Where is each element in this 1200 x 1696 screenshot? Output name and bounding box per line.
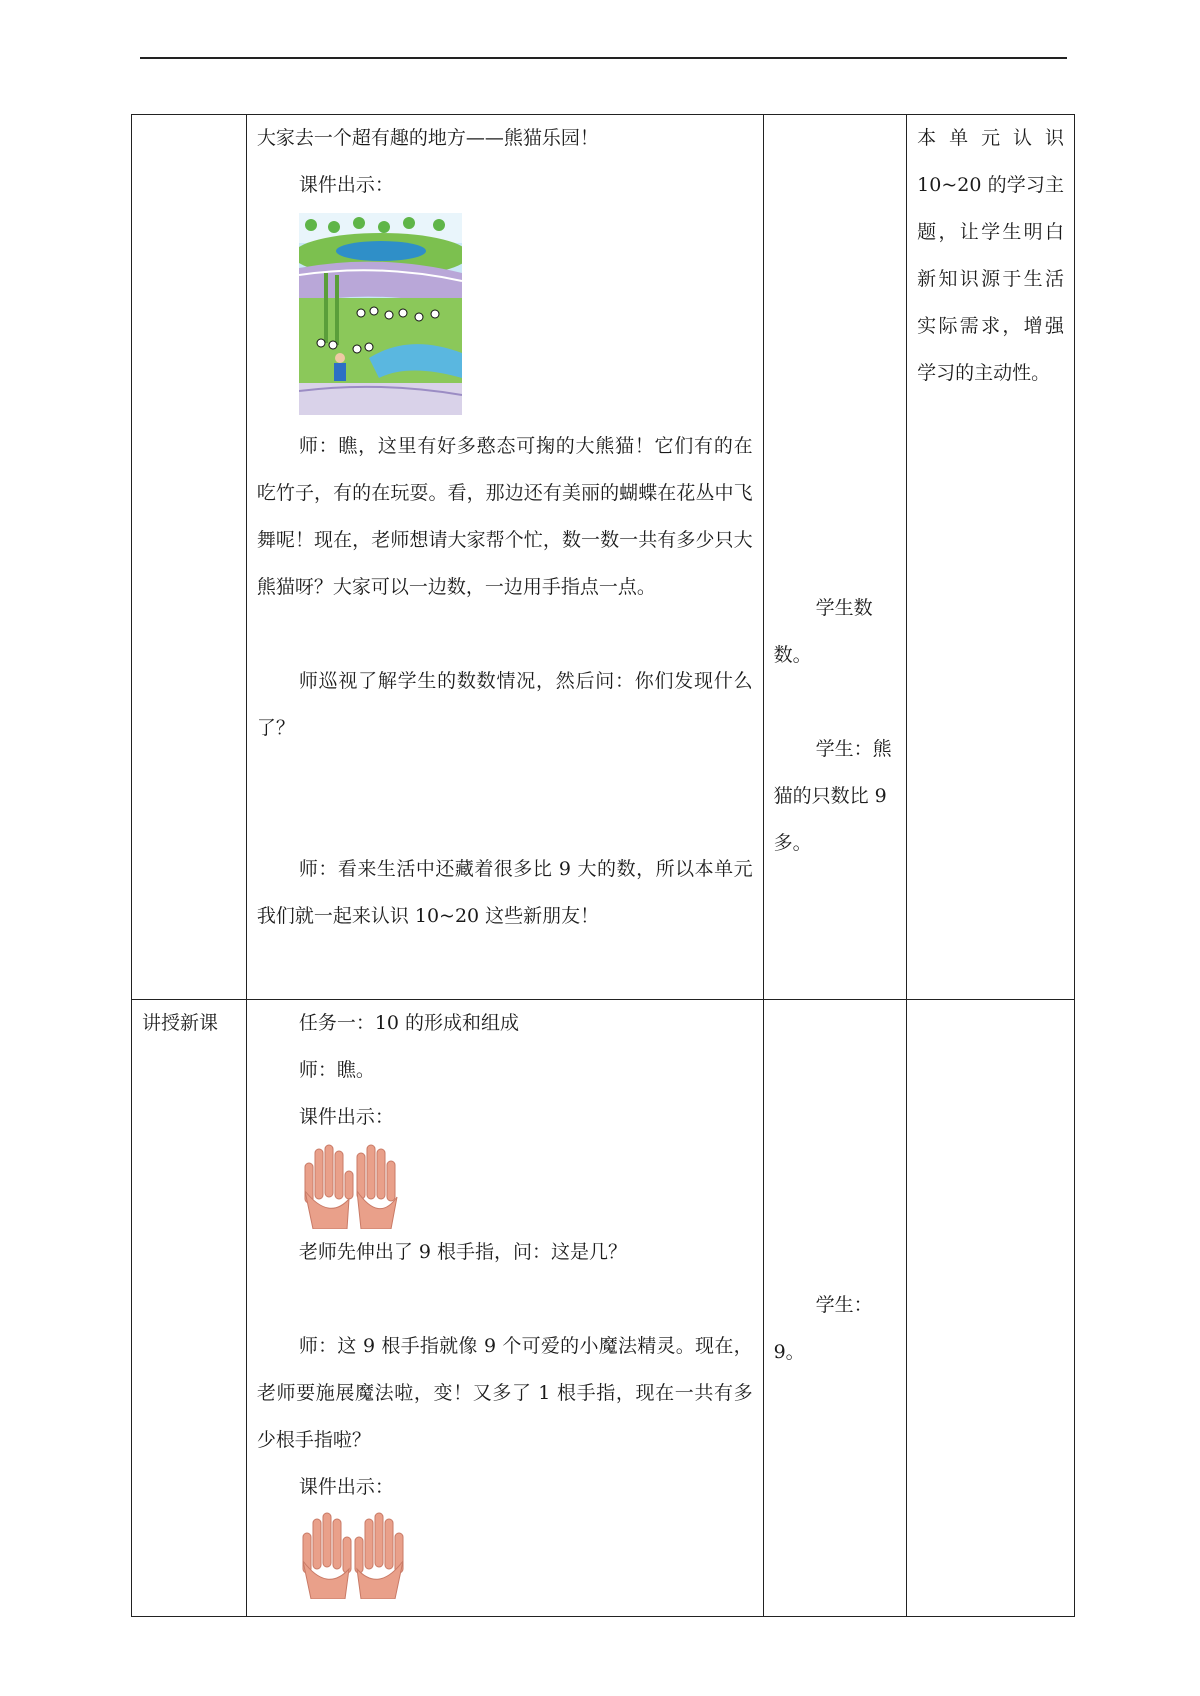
spacer xyxy=(257,1276,753,1323)
process-text: 任务一：10 的形成和组成 xyxy=(298,1012,520,1034)
process-text: 师：看来生活中还藏着很多比 9 大的数，所以本单元我们就一起来认识 10~20 这些新朋友！ xyxy=(256,858,753,927)
spacer xyxy=(774,679,897,726)
process-text: 师：瞧，这里有好多憨态可掬的大熊猫！它们有的在吃竹子，有的在玩耍。看，那边还有美丽的蝴蝶在花丛中飞舞呢！现在，老师想请大家帮个忙，数一数一共有多少只大熊猫呀？大家可以一边数，一边用手指点一点。 xyxy=(256,435,753,598)
student-cell xyxy=(763,1000,907,1617)
spacer xyxy=(257,799,753,846)
process-text: 老师先伸出了 9 根手指，问：这是几？ xyxy=(298,1241,627,1263)
spacer xyxy=(774,1000,897,1282)
table-row xyxy=(132,115,1075,1000)
intent-cell xyxy=(907,1000,1075,1617)
spacer xyxy=(257,611,753,658)
stage-cell xyxy=(132,115,247,1000)
intent-cell: 本单元认识 10~20 的学习主题，让学生明白新知识源于生活实际需求，增强学习的主动性。 xyxy=(907,115,1075,1000)
spacer xyxy=(257,752,753,799)
process-text: 课件出示： xyxy=(298,1476,394,1498)
process-text: 课件出示： xyxy=(298,1106,394,1128)
student-text: 学生：9。 xyxy=(773,1294,873,1363)
table-row xyxy=(132,1000,1075,1617)
stage-cell: 讲授新课 xyxy=(132,1000,247,1617)
student-text: 学生数数。 xyxy=(773,597,873,666)
process-cell xyxy=(246,1000,763,1617)
lesson-plan-table xyxy=(131,114,1075,1617)
process-text: 课件出示： xyxy=(298,174,394,196)
header-rule xyxy=(140,57,1067,59)
ten-fingers-image xyxy=(299,1511,407,1599)
student-cell xyxy=(763,115,907,1000)
panda-park-illustration xyxy=(299,213,462,415)
process-text: 大家去一个超有趣的地方——熊猫乐园！ xyxy=(256,127,599,149)
process-text: 师：这 9 根手指就像 9 个可爱的小魔法精灵。现在，老师要施展魔法啦，变！又多了 1 根手指，现在一共有多少根手指啦？ xyxy=(256,1335,753,1451)
nine-fingers-image xyxy=(299,1141,403,1229)
process-cell xyxy=(246,115,763,1000)
student-text: 学生：熊猫的只数比 9 多。 xyxy=(773,738,892,854)
process-text: 师巡视了解学生的数数情况，然后问：你们发现什么了？ xyxy=(256,670,753,739)
spacer xyxy=(774,115,897,585)
process-text: 师：瞧。 xyxy=(298,1059,375,1081)
